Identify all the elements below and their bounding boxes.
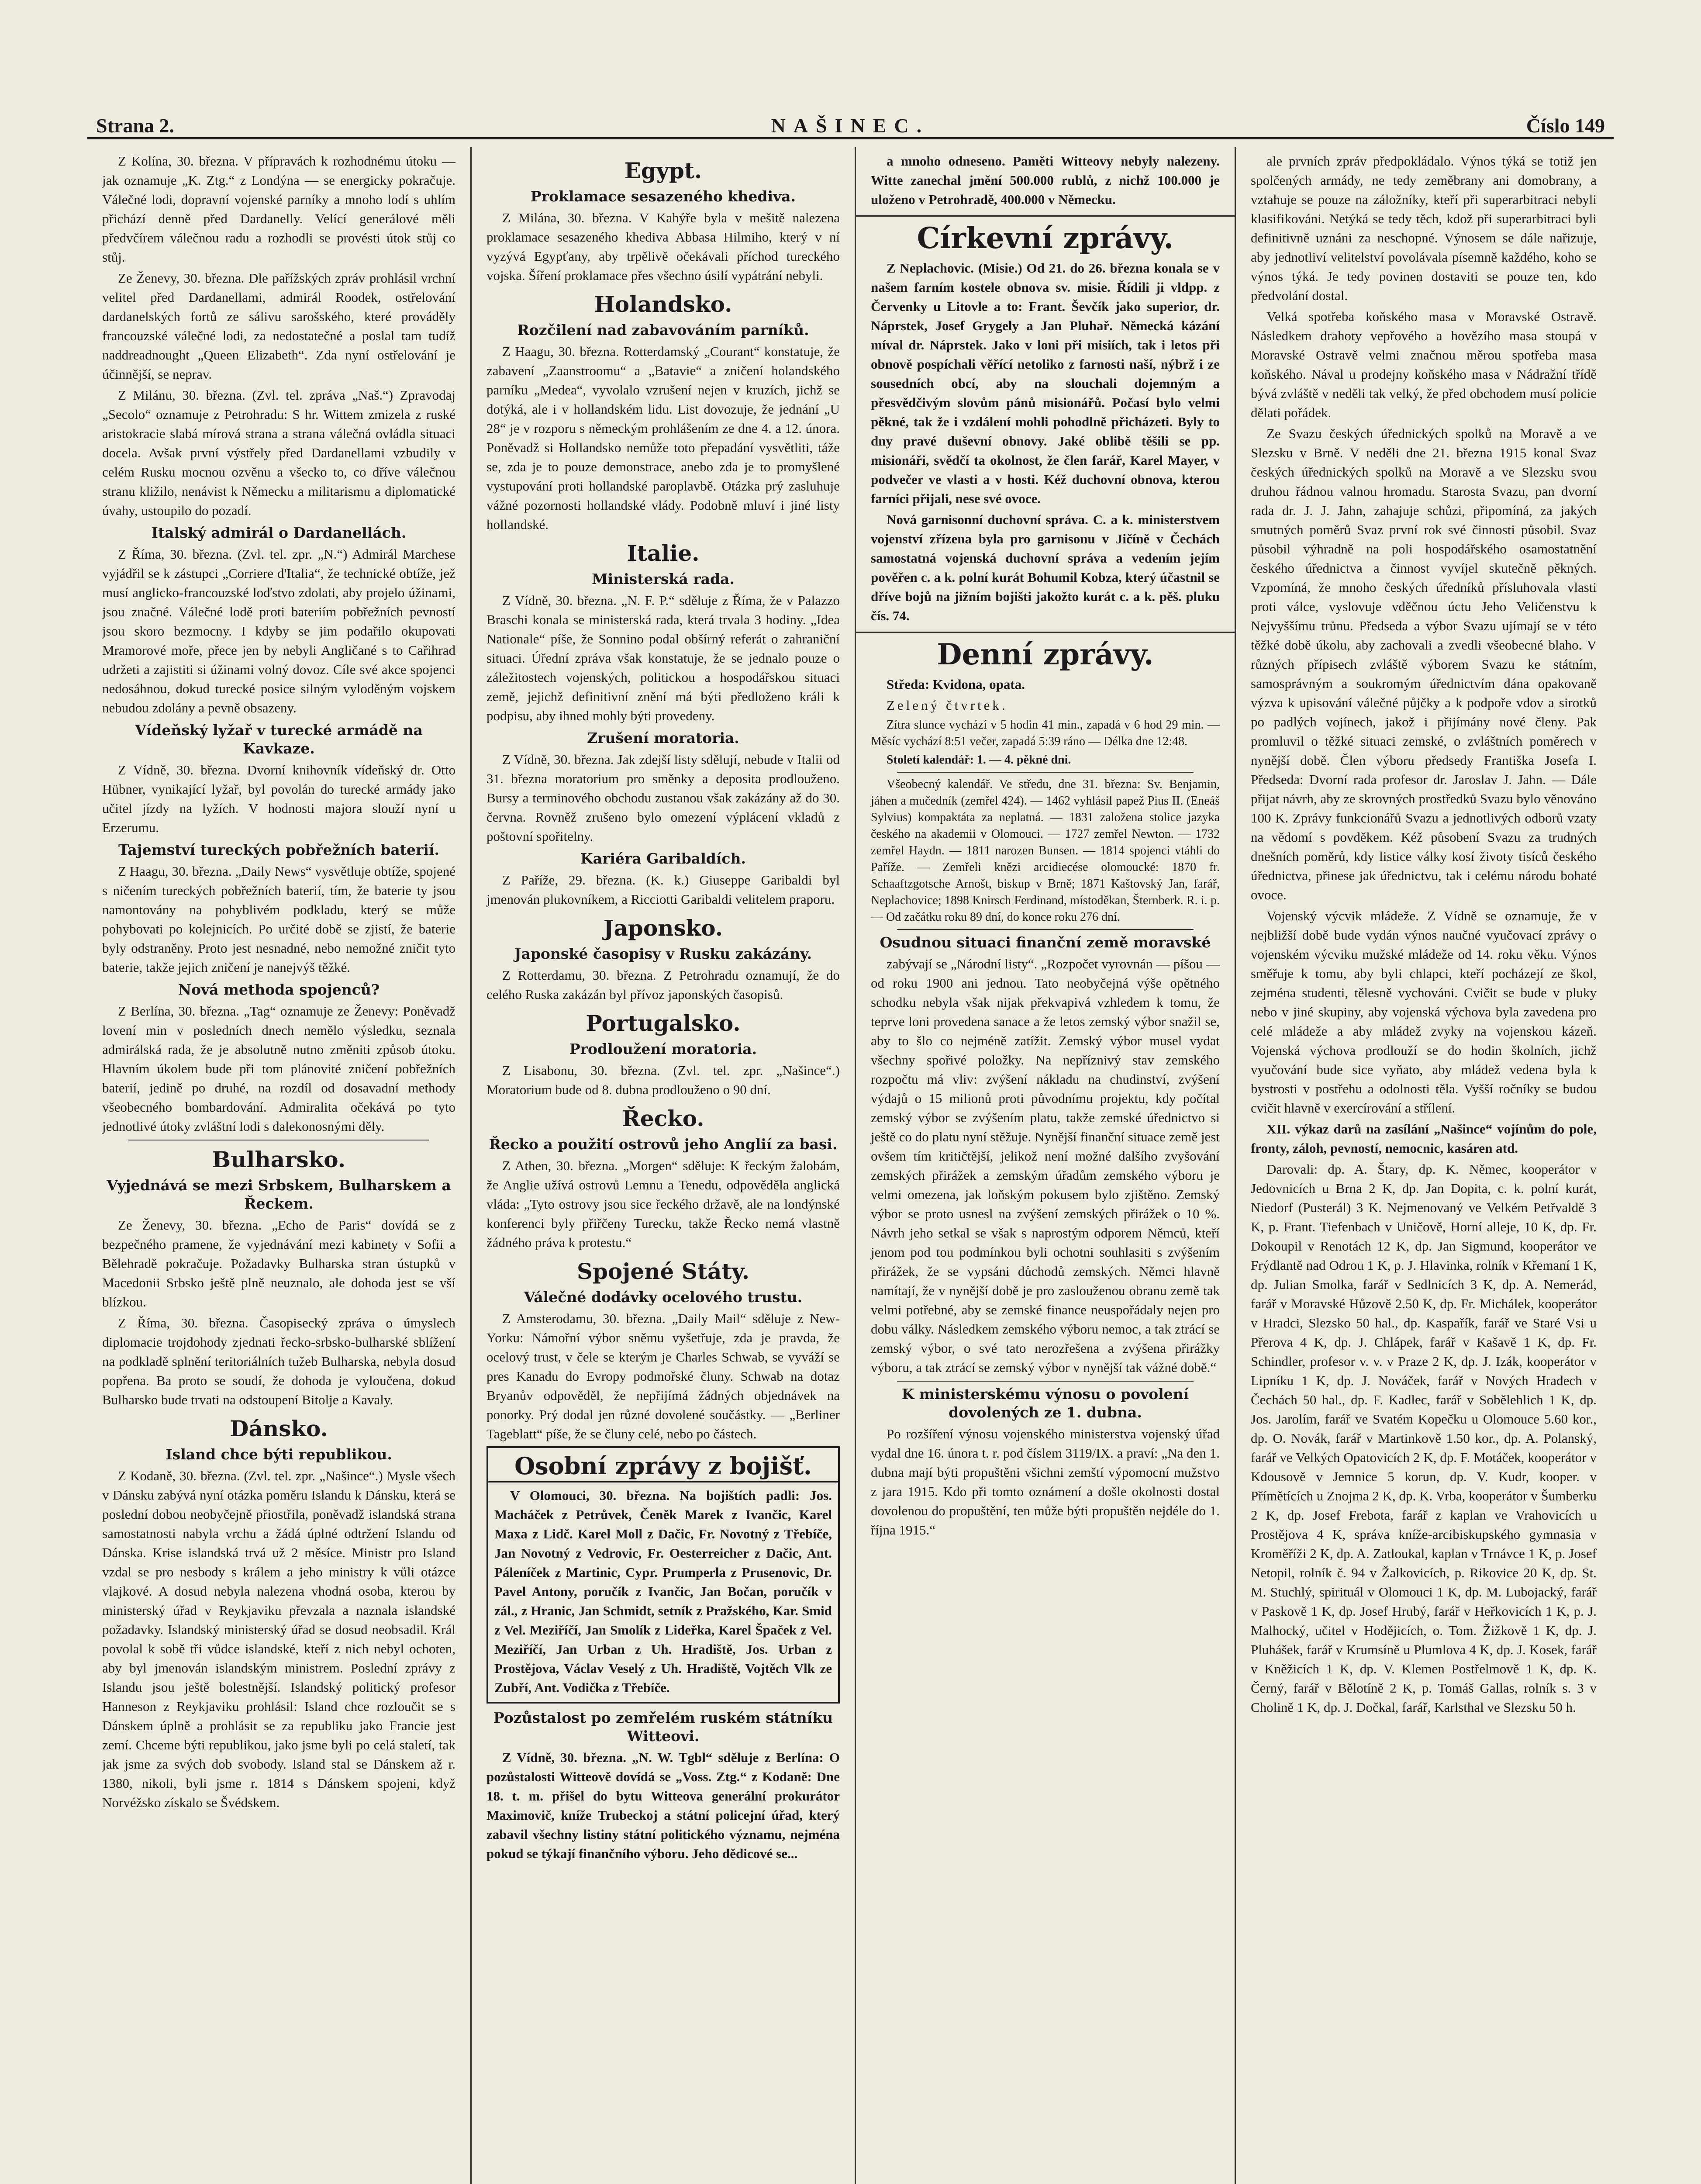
column-1 xyxy=(87,147,472,2184)
section-heading: Bulharsko. xyxy=(212,1147,346,1172)
article-heading: XII. výkaz darů na zasílání „Našince“ vojínům do pole, fronty, záloh, pevností, nemocnic, kasáren atd. xyxy=(1251,1121,1597,1156)
article-heading: Ministerská rada. xyxy=(592,570,735,587)
article-paragraph: Z Vídně, 30. března. „N. F. P.“ sděluje z Říma, že v Palazzo Braschi konala se ministerská rada, která trvala 3 hodiny. „Idea Nationale“ píše, že Sonnino podal obšírný referát o zahraniční situaci. Úřední zpráva však konstatuje, že se jednalo pouze o záležitostech vojenských, politickou a hospodářskou situaci země, jejichž definitivní znění má býti předloženo králi k podpisu, aby ihned mohly býti provedeny. xyxy=(486,593,840,723)
article-paragraph: Nová garnisonní duchovní správa. C. a k. ministerstvem vojenství zřízena byla pro garnisonu v Jičíně v Čechách samostatná vojenská duchovní správa a vedením jejím pověřen c. a k. polní kurát Bohumil Kobza, který účastnil se dříve bojů na jižním bojišti jakožto kurát c. a k. pěš. pluku čís. 74. xyxy=(871,512,1220,623)
article-heading: Proklamace sesazeného khediva. xyxy=(530,188,796,205)
article-heading: Zrušení moratoria. xyxy=(587,729,739,746)
article-paragraph: a mnoho odneseno. Paměti Witteovy nebyly nalezeny. Witte zanechal jmění 500.000 rublů, z nichž 100.000 je uloženo v Petrohradě, 400.000 v Německu. xyxy=(871,153,1220,207)
article-heading: Japonské časopisy v Rusku zakázány. xyxy=(514,945,812,962)
box-title: Osobní zprávy z bojišť. xyxy=(488,1451,838,1482)
article-paragraph: Všeobecný kalendář. Ve středu, dne 31. března: Sv. Benjamin, jáhen a mučedník (zemřel 424). — 1462 vyhlásil papež Pius II. (Eneáš Sylvius) kompaktáta za neplatná. — 1831 založena stolice jazyka českého na akademii v Olomouci. — 1727 zemřel Newton. — 1732 zemřel Haydn. — 1811 narozen Bunsen. — 1814 spojenci vtáhli do Paříže. — Zemřeli knězi arcidiecése olomoucké: 1870 fr. Schaaftzgotsche Arnošt, biskup v Brně; 1871 Kaštovský Jan, farář, Neplachovice; 1898 Knirsch Ferdinand, místoděkan, Šternberk. R. i. p. — Od začátku roku 89 dní, do konce roku 276 dní. xyxy=(871,778,1220,924)
article-heading: K ministerskému výnosu o povolení dovolených ze 1. dubna. xyxy=(901,1386,1189,1421)
article-heading: Vídeňský lyžař v turecké armádě na Kavkaze. xyxy=(135,722,423,757)
article-paragraph: Z Vídně, 30. března. Dvorní knihovník vídeňský dr. Otto Hübner, vynikající lyžař, byl povolán do turecké armády jako učitel jízdy na lyžích. V hodnosti majora slouží nyní u Erzerumu. xyxy=(102,762,455,835)
article-paragraph: Darovali: dp. A. Štary, dp. K. Němec, kooperátor v Jedovnicích u Brna 2 K, dp. Jan Dopita, c. k. polní kurát, Niedorf (Pusterál) 3 K. Nejmenovaný ve Velkém Petřvaldě 3 K, p. Frant. Tiefenbach v Uničově, Horní alleje, 10 K, dp. Fr. Dokoupil v Renotách 12 K, dp. Jan Sigmund, kooperátor ve Frýdlantě nad Odrou 1 K, p. J. Hlavinka, rolník v Křemaní 1 K, dp. Julian Smolka, farář v Sedlnicích 3 K, dp. A. Nemerád, farář v Moravské Hůzově 2.50 K, dp. Fr. Michálek, kooperátor v Hradci, Slezsko 50 hal., dp. Kaspařík, farář ve Staré Vsi u Přerova 4 K, dp. J. Chlápek, farář v Kašavě 1 K, dp. Fr. Schindler, profesor v. v. v Praze 2 K, dp. J. Izák, kooperátor v Lipníku 1 K, dp. J. Nováček, farář v Nových Hradech v Čechách 50 hal., dp. F. Kadlec, farář v Sobělehlich 1 K, dp. Jos. Jarolím, farář ve Svatém Kopečku u Olomouce 5.60 kor., dp. O. Novák, farář v Martinkově 1.50 kor., dp. A. Polanský, farář ve Velkých Opatovicích 2 K, dp. F. Motáček, kooperátor v Kdousově v Jemnice 5 korun, dp. V. Kudr, kooper. v Přímětících u Znojma 2 K, dp. K. Vrba, kooperátor v Šumberku 2 K, dp. Josef Frebota, farář z kaplan ve Vrahovicích u Prostějova 4 K, správa kníže-arcibiskupského gymnasia v Kroměříži 2 K, dp. A. Zatloukal, kaplan v Trnávce 1 K, p. Josef Netopil, rolník č. 94 v Žalkovicích, p. Rikovice 20 K, dp. St. M. Stuchlý, spirituál v Olomouci 1 K, dp. M. Lubojacký, farář v Paskově 1 K, dp. Josef Hrubý, farář v Heřkovicích 1 K, p. J. Malhocký, učitel v Hodějicích, o. Tom. Žižkově 1 K, dp. J. Pluhášek, farář v Krumsíně u Plumlova 4 K, dp. J. Kosek, farář v Kněžicích 1 K, dp. V. Klemen Postřelmově 1 K, dp. K. Černý, farář v Bělotíně 2 K, p. Tomáš Gallas, rolník s. 3 v Cholině 1 K, dp. J. Dočkal, farář, Karlsthal ve Slezsku 50 h. xyxy=(1251,1161,1597,1715)
section-heading: Církevní zprávy. xyxy=(917,221,1174,255)
divider xyxy=(897,1381,1194,1382)
column-2 xyxy=(472,147,856,2184)
divider xyxy=(856,632,1235,633)
casualty-box xyxy=(486,1446,840,1704)
section-heading: Japonsko. xyxy=(603,915,723,941)
calendar-line: Zítra slunce vychází v 5 hodin 41 min., zapadá v 6 hod 29 min. — Měsíc vychází 8:51 večer, zapadá 5:39 ráno — Délka dne 12:48. xyxy=(871,718,1220,748)
article-paragraph: Z Kolína, 30. března. V přípravách k rozhodnému útoku — jak oznamuje „K. Ztg.“ z Londýna — se energicky pokračuje. Válečné lodi, dopravní vojenské parníky a mnoho lodí s uhlím přichází denně před Dardanelly. Velící generálové měli předvčírem válečnou radu a rozhodli se provésti útok stůj co stůj. xyxy=(102,153,455,265)
section-heading: Spojené Státy. xyxy=(576,1258,750,1284)
article-paragraph: Z Lisabonu, 30. března. (Zvl. tel. zpr. „Našince“.) Moratorium bude od 8. dubna prodlouženo o 90 dní. xyxy=(486,1063,840,1097)
article-paragraph: V Olomouci, 30. března. Na bojištích padli: Jos. Macháček z Petrůvek, Čeněk Marek z Ivančic, Karel Maxa z Lidč. Karel Moll z Dačic, Fr. Novotný z Třebíče, Jan Novotný z Vedrovic, Fr. Oesterreicher z Dačic, Ant. Páleníček z Martinic, Cypr. Prumperla z Prusenovic, Dr. Pavel Antony, poručík z Ivančic, Jan Bočan, poručík v zál., z Hranic, Jan Schmidt, setník z Pražského, Kar. Smid z Vel. Meziříčí, Jan Smolík z Lideřka, Karel Špaček z Vel. Meziříčí, Jan Urban z Uh. Hradiště, Jos. Urban z Prostějova, Václav Veselý z Uh. Hradiště, Vojtěch Vlk ze Zubří, Ant. Vodička z Třebíče. xyxy=(494,1488,832,1695)
article-paragraph: Z Milánu, 30. března. (Zvl. tel. zpráva „Naš.“) Zpravodaj „Secolo“ oznamuje z Petrohradu: S hr. Wittem zmizela z ruské aristokracie slabá mírová strana a strana válečná ovládla situaci docela. Avšak první výstřely před Dardanellami vzbudily v celém Rusku mocnou ozvěnu a všecko to, co dříve válečnou stranu kližilo, nenávist k Německu a militarismu a diplomatické úvahy, ustoupilo do pozadí. xyxy=(102,387,455,518)
article-heading: Válečné dodávky ocelového trustu. xyxy=(524,1289,803,1306)
issue-number: Číslo 149 xyxy=(1526,114,1605,137)
article-heading: Osudnou situaci finanční země moravské xyxy=(880,934,1211,951)
article-paragraph: Vojenský výcvik mládeže. Z Vídně se oznamuje, že v nejbližší době bude vydán výnos naučné vyučovací zprávy o vojenském výcviku mužské mládeže od 14. roku věku. Výnos směřuje k tomu, aby byli chlapci, kteří pocházejí ze škol, zejména studenti, tělesně vychováni. Cvičit se bude v pluky nebo v jiné skupiny, aby vojenská výchova byla zavedena pro celé mládeže a aby mládež zvyky na vojenskou kázeň. Vojenská výchova prodlouží se do hodin školních, jichž vyučování bude sice vyňato, aby mládež vedena byla k bystrosti v postřehu a odolnosti těla. Vyšší ročníky se budou cvičit hlavně v exercírování a střílení. xyxy=(1251,908,1597,1116)
article-paragraph: ale prvních zpráv předpokládalo. Výnos týká se totiž jen spolčených armády, ne tedy zeměbrany ani domobrany, a vztahuje se pouze na záložníky, kteří při superarbitraci nebyli klasifikováni. Netýká se tedy těch, kdož při superarbitraci byli definitivně uznáni za neschopné. Výnosem se dále nařizuje, aby jednotliví velitelství povolávala písemně každého, koho se výnos týká. Je tedy povinen dostaviti se pouze ten, kdo předvolání dostal. xyxy=(1251,153,1597,303)
article-heading: Island chce býti republikou. xyxy=(166,1446,392,1463)
calendar-line: Zelený čtvrtek. xyxy=(887,698,1008,713)
article-paragraph: Z Athen, 30. března. „Morgen“ sděluje: K řeckým žalobám, že Anglie užívá ostrovů Lemnu a Tenedu, odpověděla anglická vláda: „Tyto ostrovy jsou sice řeckého državě, ale na londýnské konferenci byly přiřčeny Turecku, takže Řecko nemá vlastně žádného práva k protestu.“ xyxy=(486,1158,840,1250)
article-paragraph: Z Kodaně, 30. března. (Zvl. tel. zpr. „Našince“.) Mysle všech v Dánsku zabývá nyní otázka poměru Islandu k Dánsku, která se poslední dobou neobyčejně přiostřila, poněvadž islandská strana samostatnosti nabyla vrchu a žádá úplné odtržení Islandu od Dánska. Krise islandská trvá už 2 měsíce. Ministr pro Island vzdal se pro nesbody s králem a jeho ministry k vůli otázce vlajkové. A dosud nebyla nalezena vhodná osoba, kterou by ministerský úřad v Reykjaviku převzala a naznala islandské požadavky. Islandský ministerský úřad se dosud neobsadil. Král povolal k sobě tři vůdce islandské, kteří z nich nebyl ochoten, aby byl jmenován islandským ministrem. Poslední zprávy z Islandu jsou ještě bolestnější. Islandský politický profesor Hanneson z Reykjaviku prohlásil: Island chce rozloučit se s Dánskem úplně a prohlásit se za republiku jako Francie jest zemí. Chceme býti republikou, jako jsme byli po celá staletí, tak jak jsme za svých dob svobody. Island stal se Dánskem až r. 1380, nikoli, byli jsme r. 1814 s Dánskem spojeni, když Norvéžsko získalo se Švédskem. xyxy=(102,1468,455,1810)
article-paragraph: Z Vídně, 30. března. „N. W. Tgbl“ sděluje z Berlína: O pozůstalosti Witteově dovídá se „Voss. Ztg.“ z Kodaně: Dne 18. t. m. přišel do bytu Witteova generální prokurátor Maximovič, kníže Trubeckoj a státní policejní úřad, který zabavil všechny listiny státní politického významu, nejména pokud se týkají finančního výboru. Jeho dědicové se... xyxy=(486,1750,840,1861)
article-heading: Nová methoda spojenců? xyxy=(178,981,380,998)
columns xyxy=(87,147,1614,2184)
divider xyxy=(856,215,1235,217)
section-heading: Portugalsko. xyxy=(586,1010,741,1036)
article-heading: Kariéra Garibaldích. xyxy=(580,850,746,867)
calendar-line: Středa: Kvidona, opata. xyxy=(887,677,1025,692)
section-heading: Holandsko. xyxy=(594,291,732,317)
section-heading: Řecko. xyxy=(622,1106,704,1131)
article-heading: Vyjednává se mezi Srbskem, Bulharskem a Řeckem. xyxy=(107,1177,451,1212)
article-paragraph: Z Říma, 30. března. (Zvl. tel. zpr. „N.“) Admirál Marchese vyjádřil se k zástupci „Corriere d'Italia“, že technické obtíže, jež musí anglicko-francouzské loďstvo zdolati, aby projelo úžinami, jsou značné. Válečné lodě proti bateriím pobřežních pevností jsou skoro bezmocny. I kdyby se jim podařilo okupovati Mramorové moře, přece jen by nebyli Angličané s to Cařihrad udržeti a zajistiti si úžinami volný dovoz. Cíle své akce spojenci nedosáhnou, dokud turecké posice silným vyloděným vojskem nebudou zdolány a pevně obsazeny. xyxy=(102,546,455,715)
article-heading: Řecko a použití ostrovů jeho Anglií za basi. xyxy=(489,1136,838,1153)
article-paragraph: Z Vídně, 30. března. Jak zdejší listy sdělují, nebude v Italii od 31. března moratorium pro směnky a deposita prodlouženo. Bursy a terminového obchodu zustanou však zakázány až do 30. června. Rovněž zrušeno bylo omezení výplácení vkladů z poštovní spořitelny. xyxy=(486,752,840,844)
divider xyxy=(897,772,1194,773)
calendar-line: Století kalendář: 1. — 4. pěkné dni. xyxy=(887,753,1071,767)
article-paragraph: Z Berlína, 30. března. „Tag“ oznamuje ze Ženevy: Poněvadž lovení min v posledních dnech nemělo výsledku, seznala admirálská rada, že je absolutně nutno změniti způsob útoku. Hlavním úkolem bude při tom plánovité zničení pobřežních baterií, jedině po druhé, na rozdíl od dosavadní methody všeobecného bombardování. Admiralita očekává po tyto jednotlivé útoky zvláštní lodi s dalekonosnými děly. xyxy=(102,1003,455,1134)
article-paragraph: Z Haagu, 30. března. „Daily News“ vysvětluje obtíže, spojené s ničením tureckých pobřežních baterií, tím, že baterie ty jsou namontovány na pohyblivém podkladu, který se může pohybovati po kolejnicích. Po určité době se zjistí, že baterie byly odstraněny. Proto jest nesnadné, nebo nemožné zničit tyto baterie, takže jejich zničení je nanejvýš těžké. xyxy=(102,864,455,975)
article-paragraph: Z Haagu, 30. března. Rotterdamský „Courant“ konstatuje, že zabavení „Zaanstroomu“ a „Batavie“ a zničení holandského parníku „Medea“, vyvolalo vzrušení nejen v kruzích, jichž se dotýká, ale i v hollandském lidu. List dovozuje, že jednání „U 28“ je v rozporu s německým prohlášením ze dne 4. a 12. února. Poněvadž si Hollandsko nemůže toto přepadání vysvětliti, táže se, zda je to pouze demonstrace, anebo zda je to promyšlené vystupování proti hollandské paroplavbě. Otázka prý zasluhuje vážné pozornosti hollandské vlády. Podobně mluví i jiné listy hollandské. xyxy=(486,344,840,532)
section-heading: Italie. xyxy=(627,540,700,566)
article-paragraph: Z Rotterdamu, 30. března. Z Petrohradu oznamují, že do celého Ruska zakázán byl přívoz japonských časopisů. xyxy=(486,968,840,1002)
masthead-title: NAŠINEC. xyxy=(771,114,930,137)
article-paragraph: Z Paříže, 29. března. (K. k.) Giuseppe Garibaldi byl jmenován plukovníkem, a Ricciotti Garibaldi velitelem praporu. xyxy=(486,872,840,907)
article-paragraph: zabývají se „Národní listy“. „Rozpočet vyrovnán — píšou — od roku 1900 ani jednou. Tato neobyčejná výše opětného schodku nebyla však nijak překvapivá vzhledem k tomu, že teprve loni provedena sanace a že letos zemský výbor snažil se, aby to šlo co nejméně zatížit. Zemský výbor musel vydat všechny spořivé položky. Na nepříznivý stav zemského rozpočtu má vliv: zvýšení nákladu na chudinství, zvýšení výdajů o 15 milionů proti původnímu projektu, kdy počítal zemský výbor se zvýšením platu, takže zemské úřednictvo si ještě co do platu nyní stěžuje. Nynější finanční situace země jest ovšem tím kritičtější, jelikož není možné dalšího zvyšování zemských přirážek a zemským úřadům zemského výboru je velmi omezena, jak loňským pokusem bylo zjištěno. Zemský výbor se proto usnesl na zvýšení zemských přirážek o 10 %. Návrh jeho setkal se však s naprostým odporem Němců, kteří jenom pod tou podmínkou byli ochotni souhlasiti s zvýšením přirážek, že se vypsáni důchodů zemských. Němci hlavně namítají, že v nynější době je pro zaslouženou obranu země tak velmi potřebné, aby se zemské finance neuspořádaly nejen pro dobu války. Následkem zemského výboru nemoc, a tak ztrácí se zemský výbor, o své tato nerozřešena a zvýšena přirážky výboru, a tak ztrácí se zemský výbor v nynější tak vážné době.“ xyxy=(871,956,1220,1375)
article-paragraph: Ze Svazu českých úřednických spolků na Moravě a ve Slezsku v Brně. V neděli dne 21. března 1915 konal Svaz českých úřednických spolků na Moravě a ve Slezsku svou druhou řádnou valnou hromadu. Starosta Svazu, pan dvorní rada dr. J. J. Jahn, zahajuje schůzi, připomíná, za jakých smutných poměrů Svaz první rok své činnosti působil. Svaz působil výhradně na poli hospodářského osamostatnění českého úřednictva a činnost vyvíjel skutečně pěkných. Vzpomíná, že mnoho českých úředníků přísluhovala vlasti proti válce, vyslovuje vděčnou úctu Jeho Veličenstvu k Nejvyššímu trůnu. Předseda a výbor Svazu ujímají se v této těžké době úkolu, aby zachovali a zvedli všeobecné blaho. V různých přípisech zvláště výborem Svazu ke státním, samosprávným a soukromým úřednictvím dána opakovaně výzva k upisování válečné půjčky a k podpoře vdov a sirotků po padlých vojínech, jakož i přijímány nové členy. Pak promluvil o těžké situaci zemské, o zvláštních poměrech v nynější době. Člen výboru předsedy Františka Josefa I. Předseda: Dvorní rada profesor dr. Jaroslav J. Jahn. — Dále přijat návrh, aby ze skrovných prostředků Svazu bylo věnováno 100 K. Zprávy funkcionářů Svazu a jednotlivých odborů vzaty na vědomí s povděkem. Kéž působení Svazu za trudných dnešních poměrů, kdy listice války kosí životy tisíců českého úřednictva, přinese jak úřednictvu, tak i celému národu bohaté ovoce. xyxy=(1251,426,1597,902)
article-paragraph: Po rozšíření výnosu vojenského ministerstva vojenský úřad vydal dne 16. února t. r. pod číslem 3119/IX. a praví: „Na den 1. dubna mají býti propuštěni všichni zemští výpomocní mužstvo z jara 1915. Kdo při tomto oznámení a došle okolnosti dostal dovolenou do propuštění, ten může býti propuštěn nejdéle do 1. října 1915.“ xyxy=(871,1426,1220,1538)
article-paragraph: Velká spotřeba koňského masa v Moravské Ostravě. Následkem drahoty vepřového a hovězího masa stoupá v Moravské Ostravě velmi značnou měrou spotřeba masa koňského. Nával u prodejny koňského masa v Nádražní třídě bývá zvláště v neděli tak velký, že před obchodem musí policie dělati pořádek. xyxy=(1251,309,1597,420)
article-paragraph: Ze Ženevy, 30. března. Dle pařížských zpráv prohlásil vrchní velitel před Dardanellami, admirál Roodek, ostřelování dardanelských fortů ze sálivu sarošského, které prováděly francouzské válečné lodi, za nedostatečné a poslal tam tudíž naddreadnought „Queen Elizabeth“. Zda nyní ostřelování je účinnější, se neprav. xyxy=(102,270,455,382)
article-paragraph: Z Neplachovic. (Misie.) Od 21. do 26. března konala se v našem farním kostele obnova sv. misie. Řídili ji vldpp. z Červenky u Litovle a to: Frant. Ševčík jako superior, dr. Náprstek, Josef Grygely a Jan Pluhař. Německá kázání míval dr. Náprstek. Jako v loni při misiích, tak i letos při obnově pospíchali věřící netoliko z farnosti naší, nýbrž i ze sousedních obcí, aby na slouchali dojemným a přesvědčivým slovům pánů misionářů. Počasí bylo velmi pěkné, tak že i vzdálení mohli pohodlně přicházeti. Byly to dny pravé duševní obnovy. Jaké oblibě těšili se pp. misionáři, svědčí ta okolnost, že člen farář, Karel Mayer, v podvečer ve vlasti a v hosti. Kéž duchovní obnova, kterou farníci přijali, nese své ovoce. xyxy=(871,260,1220,506)
article-heading: Prodloužení moratoria. xyxy=(569,1040,757,1057)
page-header xyxy=(87,109,1614,139)
article-paragraph: Z Amsterodamu, 30. března. „Daily Mail“ sděluje z New-Yorku: Námořní výbor sněmu vyšetřuje, zda je pravda, že ocelový trust, v čele se kterým je Charles Schwab, se vyváží se pres Kanadu do Evropy podmořské čluny. Schwab na dotaz Bryanův odpověděl, že nepřijímá žádných objednávek na ponorky. Prý dodal jen různé dovolené součástky. — „Berliner Tageblatt“ píše, že se čluny celé, nebo po částech. xyxy=(486,1311,840,1441)
article-heading: Tajemství tureckých pobřežních baterií. xyxy=(118,841,439,858)
section-heading: Dánsko. xyxy=(230,1416,328,1441)
section-heading: Denní zprávy. xyxy=(937,637,1154,671)
article-heading: Pozůstalost po zemřelém ruském státníku Witteovi. xyxy=(493,1709,833,1745)
divider xyxy=(897,929,1194,930)
article-heading: Rozčilení nad zabavováním parníků. xyxy=(517,321,809,339)
page-number: Strana 2. xyxy=(96,114,174,137)
column-4 xyxy=(1236,147,1611,2184)
article-paragraph: Z Milána, 30. března. V Kahýře byla v mešitě nalezena proklamace sesazeného khediva Abbasa Hilmiho, který v ní vyzývá Egypťany, aby trpělivě očekávali příchod tureckého vojska. Šíření proklamace přes všechno úsilí vypátrání nebyli. xyxy=(486,210,840,283)
column-3 xyxy=(856,147,1236,2184)
article-paragraph: Z Říma, 30. března. Časopisecký zpráva o úmyslech diplomacie trojdohody zjednati řecko-srbsko-bulharské sblížení na podkladě splnění teritoriálních tužeb Bulharska, nebyla dosud popřena. Ba proto se soudí, že dohoda je vyloučena, dokud Bulharsko bude trvati na odstoupení Bitolje a Kavaly. xyxy=(102,1315,455,1407)
article-heading: Italský admirál o Dardanellách. xyxy=(151,524,407,541)
article-paragraph: Ze Ženevy, 30. března. „Echo de Paris“ dovídá se z bezpečného pramene, že vyjednávání mezi kabinety v Sofii a Bělehradě pokračuje. Požadavky Bulharska stran ústupků v Macedonii Srbsko ještě plně neuznalo, ale dohoda jest se vší blízkou. xyxy=(102,1217,455,1310)
section-heading: Egypt. xyxy=(624,158,702,183)
